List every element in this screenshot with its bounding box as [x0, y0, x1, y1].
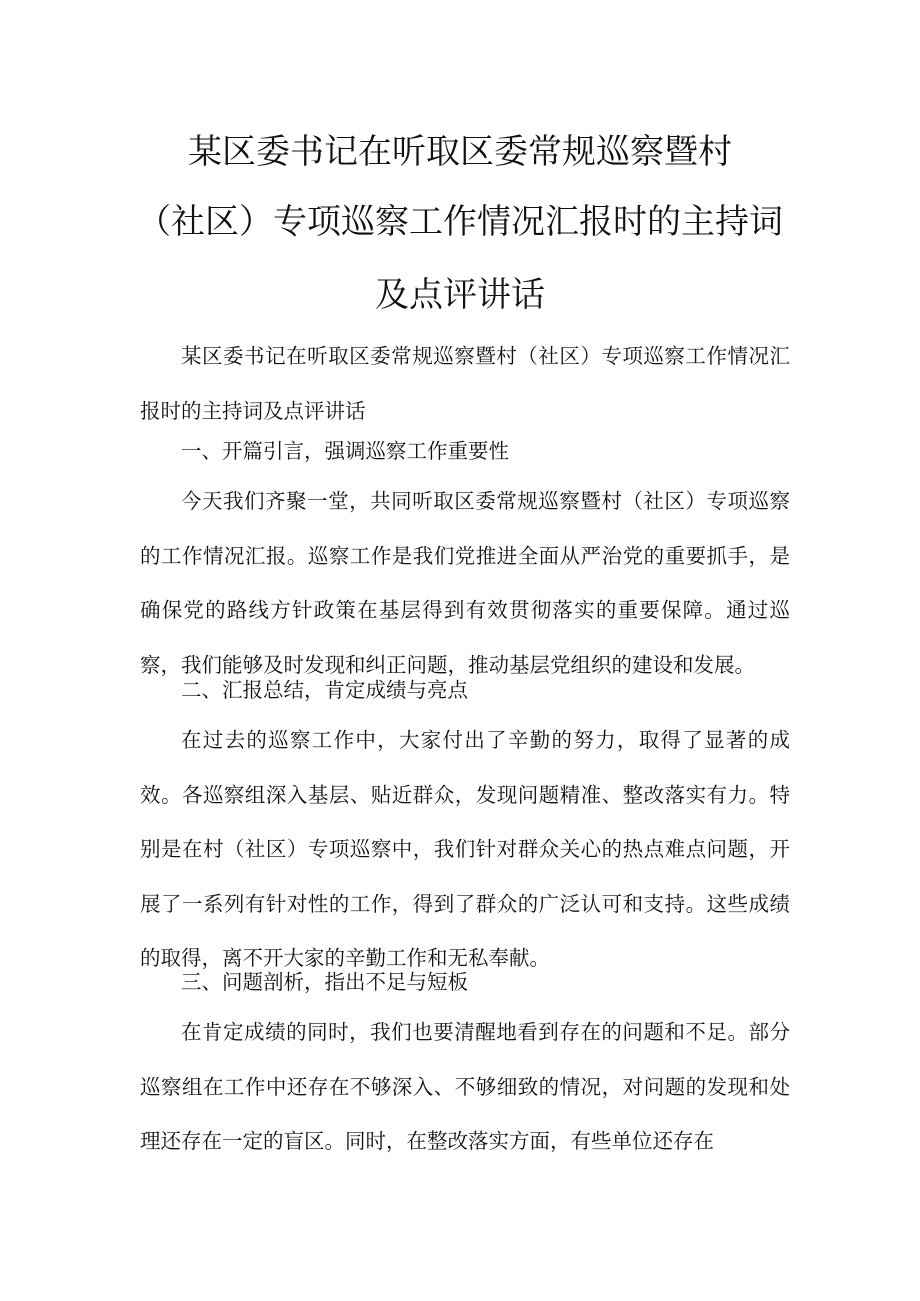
- section-heading-2: 二、汇报总结，肯定成绩与亮点: [181, 678, 468, 702]
- document-title-line-2: （社区）专项巡察工作情况汇报时的主持词: [137, 202, 783, 242]
- intro-paragraph: 某区委书记在听取区委常规巡察暨村（社区）专项巡察工作情况汇报时的主持词及点评讲话: [140, 344, 790, 423]
- document-title-line-3: 及点评讲话: [375, 275, 545, 315]
- section-paragraph-1: 今天我们齐聚一堂，共同听取区委常规巡察暨村（社区）专项巡察的工作情况汇报。巡察工作是我们党推进全面从严治党的重要抓手，是确保党的路线方针政策在基层得到有效贯彻落实的重要保障。通过巡察，我们能够及时发现和纠正问题，推动基层党组织的建设和发展。: [140, 489, 790, 677]
- document-title-line-1: 某区委书记在听取区委常规巡察暨村: [188, 132, 732, 172]
- section-heading-1: 一、开篇引言，强调巡察工作重要性: [181, 439, 509, 463]
- section-paragraph-3: 在肯定成绩的同时，我们也要清醒地看到存在的问题和不足。部分巡察组在工作中还存在不够深入、不够细致的情况，对问题的发现和处理还存在一定的盲区。同时，在整改落实方面，有些单位还存在: [140, 1020, 790, 1153]
- section-paragraph-2: 在过去的巡察工作中，大家付出了辛勤的努力，取得了显著的成效。各巡察组深入基层、贴近群众，发现问题精准、整改落实有力。特别是在村（社区）专项巡察中，我们针对群众关心的热点难点问题，开展了一系列有针对性的工作，得到了群众的广泛认可和支持。这些成绩的取得，离不开大家的辛勤工作和无私奉献。: [140, 728, 790, 970]
- section-heading-3: 三、问题剖析，指出不足与短板: [181, 970, 468, 994]
